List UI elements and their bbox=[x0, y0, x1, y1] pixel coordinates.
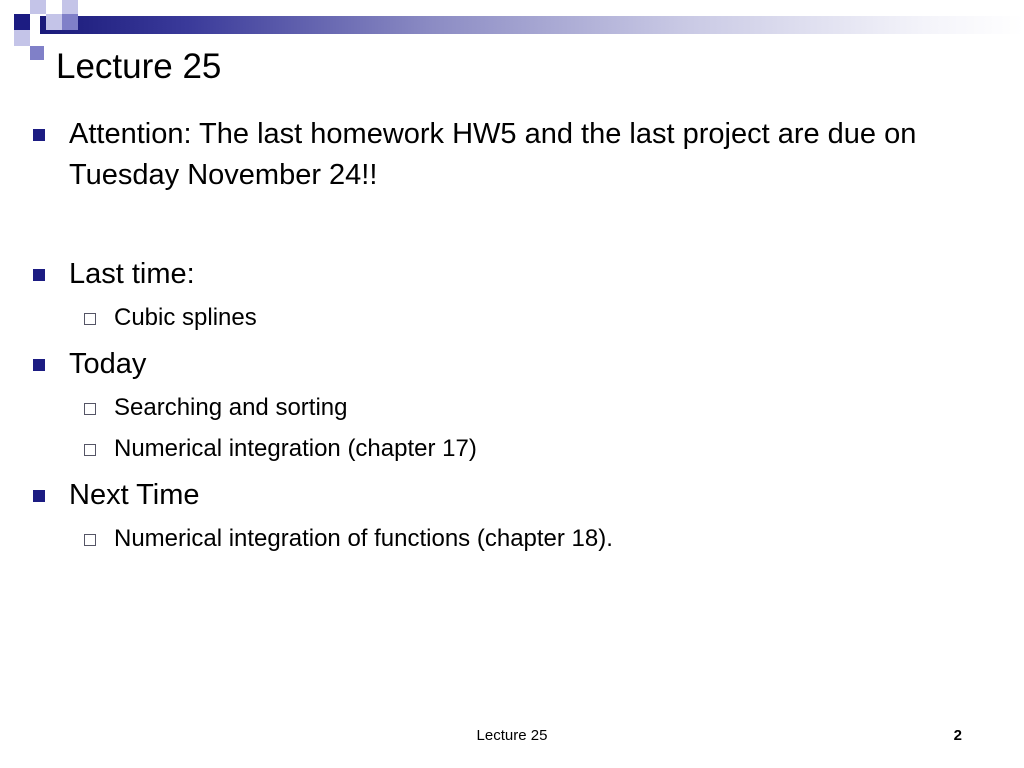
sub-bullet-text: Numerical integration of functions (chapter 18). bbox=[114, 525, 613, 552]
header-square bbox=[30, 0, 46, 14]
bullet-text: Attention: The last homework HW5 and the last project are due on Tuesday November 24!! bbox=[69, 118, 917, 191]
square-bullet-icon bbox=[33, 269, 45, 281]
bullet-text: Last time: bbox=[69, 258, 195, 290]
sub-bullet-text: Numerical integration (chapter 17) bbox=[114, 435, 477, 462]
header-gradient-bar bbox=[40, 16, 1024, 34]
hollow-square-bullet-icon bbox=[84, 313, 96, 325]
square-bullet-icon bbox=[33, 129, 45, 141]
sub-bullet-text: Cubic splines bbox=[114, 304, 257, 331]
slide-title: Lecture 25 bbox=[56, 47, 222, 86]
hollow-square-bullet-icon bbox=[84, 444, 96, 456]
bullet-text: Today bbox=[69, 348, 147, 380]
hollow-square-bullet-icon bbox=[84, 403, 96, 415]
header-square bbox=[14, 14, 30, 30]
footer-title: Lecture 25 bbox=[476, 727, 548, 744]
square-bullet-icon bbox=[33, 490, 45, 502]
header-square bbox=[62, 0, 78, 14]
sub-bullet-text: Searching and sorting bbox=[114, 394, 348, 421]
header-square bbox=[30, 46, 44, 60]
hollow-square-bullet-icon bbox=[84, 534, 96, 546]
page-number: 2 bbox=[953, 727, 962, 744]
header-square bbox=[46, 14, 62, 30]
square-bullet-icon bbox=[33, 359, 45, 371]
bullet-text: Next Time bbox=[69, 479, 200, 511]
header-square bbox=[62, 14, 78, 30]
header-square bbox=[14, 30, 30, 46]
